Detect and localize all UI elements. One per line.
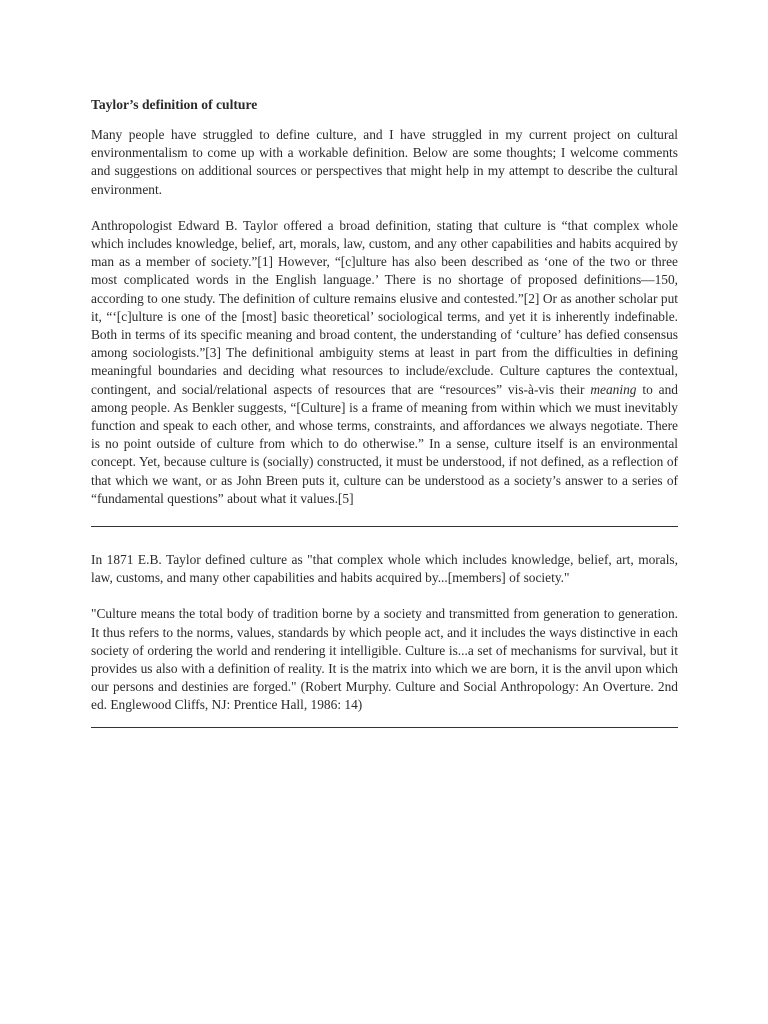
document-page (91, 96, 678, 728)
taylor-definition-paragraph (91, 217, 678, 508)
taylor-1871-paragraph: In 1871 E.B. Taylor defined culture as "that complex whole which includes knowledge, belief, art, morals, law, customs, and many other capabilities and habits acquired by...[members] of society." (91, 552, 678, 586)
section-divider (91, 526, 678, 527)
murphy-quote-paragraph: "Culture means the total body of tradition borne by a society and transmitted from generation to generation. It thus refers to the norms, values, standards by which people act, and it includes the ways distinctive in each society of ordering the world and rendering it intelligible. Culture is...a set of mechanisms for survival, but it provides us also with a definition of reality. It is the matrix into which we are born, it is the anvil upon which our persons and destinies are forged." (Robert Murphy. Culture and Social Anthropology: An Overture. 2nd ed. Englewood Cliffs, NJ: Prentice Hall, 1986: 14) (91, 606, 678, 713)
taylor-text-part-2: to and among people. As Benkler suggests, “[Culture] is a frame of meaning from within which we must inevitably function and speak to each other, and whose terms, constraints, and affordances we always negotiate. There is no point outside of culture from which to do otherwise.” In a sense, culture itself is an environmental concept. Yet, because culture is (socially) constructed, it must be understood, if not defined, as a reflection of that which we want, or as John Breen puts it, culture can be understood as a society’s answer to a series of “fundamental questions” about what it values.[5] (91, 381, 678, 506)
document-title: Taylor’s definition of culture (91, 97, 258, 112)
taylor-text-part-1: Anthropologist Edward B. Taylor offered a broad definition, stating that culture is “that complex whole which includes knowledge, belief, art, morals, law, custom, and any other capabilities and habits acquired by man as a member of society.”[1] However, “[c]ulture has also been described as ‘one of the two or three most complicated words in the English language.’ There is no shortage of proposed definitions—150, according to one study. The definition of culture remains elusive and contested.”[2] Or as another scholar put it, “‘[c]ulture is one of the [most] basic theoretical’ sociological terms, and yet it is inherently indefinable. Both in terms of its specific meaning and broad content, the understanding of ‘culture’ has defied consensus among sociologists.”[3] The definitional ambiguity stems at least in part from the difficulties in defining meaningful boundaries and deciding what resources to include/exclude. Culture captures the contextual, contingent, and social/relational aspects of resources that are “resources” vis-à-vis their (91, 217, 678, 397)
section-divider-bottom (91, 727, 678, 728)
intro-paragraph: Many people have struggled to define culture, and I have struggled in my current project on cultural environmentalism to come up with a workable definition. Below are some thoughts; I welcome comments and suggestions on additional sources or perspectives that might help in my attempt to describe the cultural environment. (91, 127, 678, 197)
meaning-emphasis: meaning (590, 381, 637, 397)
